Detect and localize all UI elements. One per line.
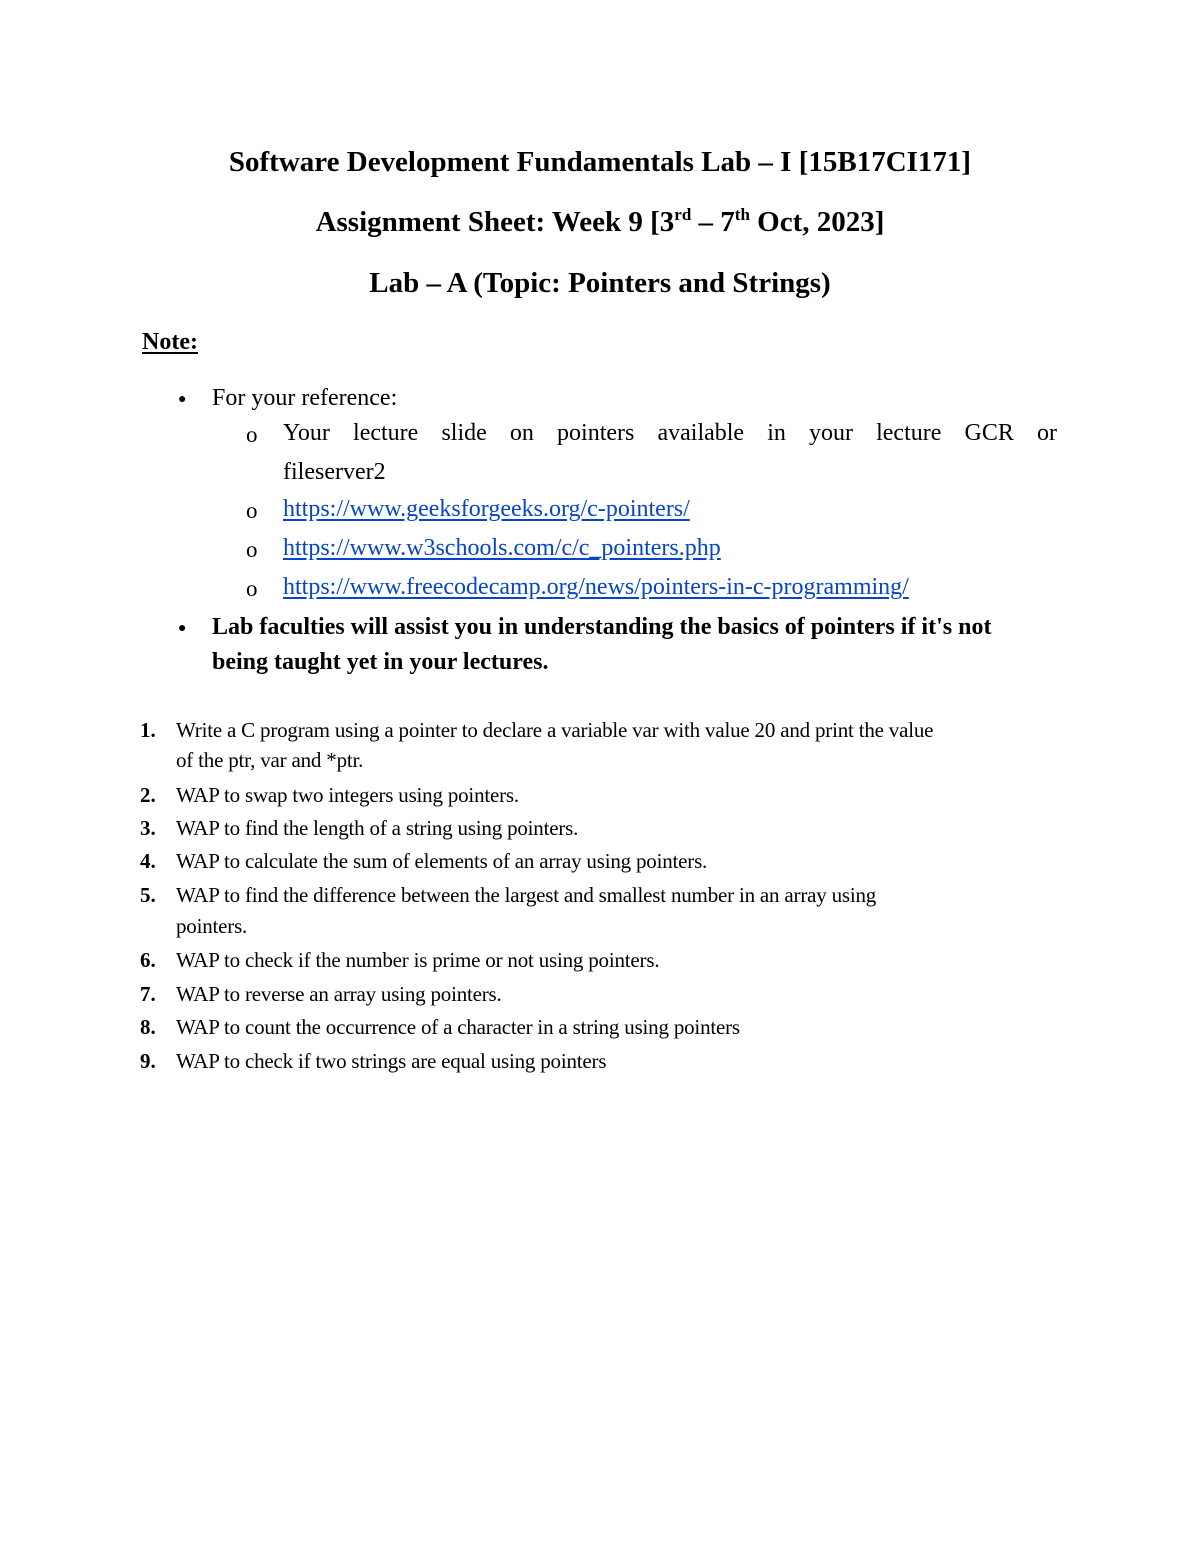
task-number: 6. — [140, 948, 156, 972]
task-number: 4. — [140, 849, 156, 873]
lab-faculty-note: Lab faculties will assist you in understanding the basics of pointers if it's not — [212, 614, 992, 640]
task-text: WAP to check if the number is prime or not using pointers. — [176, 948, 660, 972]
task-text: Write a C program using a pointer to declare a variable var with value 20 and print the value — [176, 718, 934, 742]
task-number: 9. — [140, 1049, 156, 1073]
task-text: WAP to reverse an array using pointers. — [176, 982, 502, 1006]
sub-bullet-icon: o — [246, 422, 258, 447]
bullet-icon: ● — [178, 392, 187, 407]
lab-topic-heading: Lab – A (Topic: Pointers and Strings) — [369, 267, 831, 299]
document-title: Software Development Fundamentals Lab – I [15B17CI171] — [228, 146, 972, 178]
note-label: Note: — [142, 329, 198, 355]
task-text: WAP to find the length of a string using pointers. — [176, 816, 579, 840]
reference-heading: For your reference: — [212, 385, 398, 411]
subtitle-middle: – 7 — [691, 206, 735, 238]
lecture-slide-reference: Your lecture slide on pointers available in your lecture GCR or — [283, 420, 1057, 446]
task-text-continued: pointers. — [176, 914, 248, 938]
subtitle-suffix: Oct, 2023] — [749, 206, 885, 238]
task-text: WAP to calculate the sum of elements of an array using pointers. — [176, 849, 708, 873]
task-number: 5. — [140, 883, 156, 907]
w3schools-link[interactable]: https://www.w3schools.com/c/c_pointers.php — [283, 535, 721, 561]
bullet-icon: ● — [178, 621, 187, 636]
sub-bullet-icon: o — [246, 498, 258, 523]
lab-faculty-note-continued: being taught yet in your lectures. — [212, 649, 549, 675]
task-text: WAP to count the occurrence of a character in a string using pointers — [176, 1015, 740, 1039]
subtitle-superscript-rd: rd — [674, 205, 692, 224]
task-number: 8. — [140, 1015, 156, 1039]
task-text: WAP to swap two integers using pointers. — [176, 783, 519, 807]
task-number: 2. — [140, 783, 156, 807]
task-number: 1. — [140, 718, 156, 742]
subtitle-prefix: Assignment Sheet: Week 9 [3 — [315, 206, 675, 238]
assignment-subtitle — [0, 204, 1200, 240]
geeksforgeeks-link[interactable]: https://www.geeksforgeeks.org/c-pointers/ — [283, 496, 690, 522]
task-text: WAP to find the difference between the largest and smallest number in an array using — [176, 883, 877, 907]
task-text-continued: of the ptr, var and *ptr. — [176, 748, 364, 772]
lecture-slide-reference-continued: fileserver2 — [283, 459, 386, 485]
freecodecamp-link[interactable]: https://www.freecodecamp.org/news/pointers-in-c-programming/ — [283, 574, 909, 600]
task-number: 7. — [140, 982, 156, 1006]
sub-bullet-icon: o — [246, 537, 258, 562]
subtitle-superscript-th: th — [734, 205, 750, 224]
task-number: 3. — [140, 816, 156, 840]
task-text: WAP to check if two strings are equal using pointers — [176, 1049, 607, 1073]
sub-bullet-icon: o — [246, 576, 258, 601]
